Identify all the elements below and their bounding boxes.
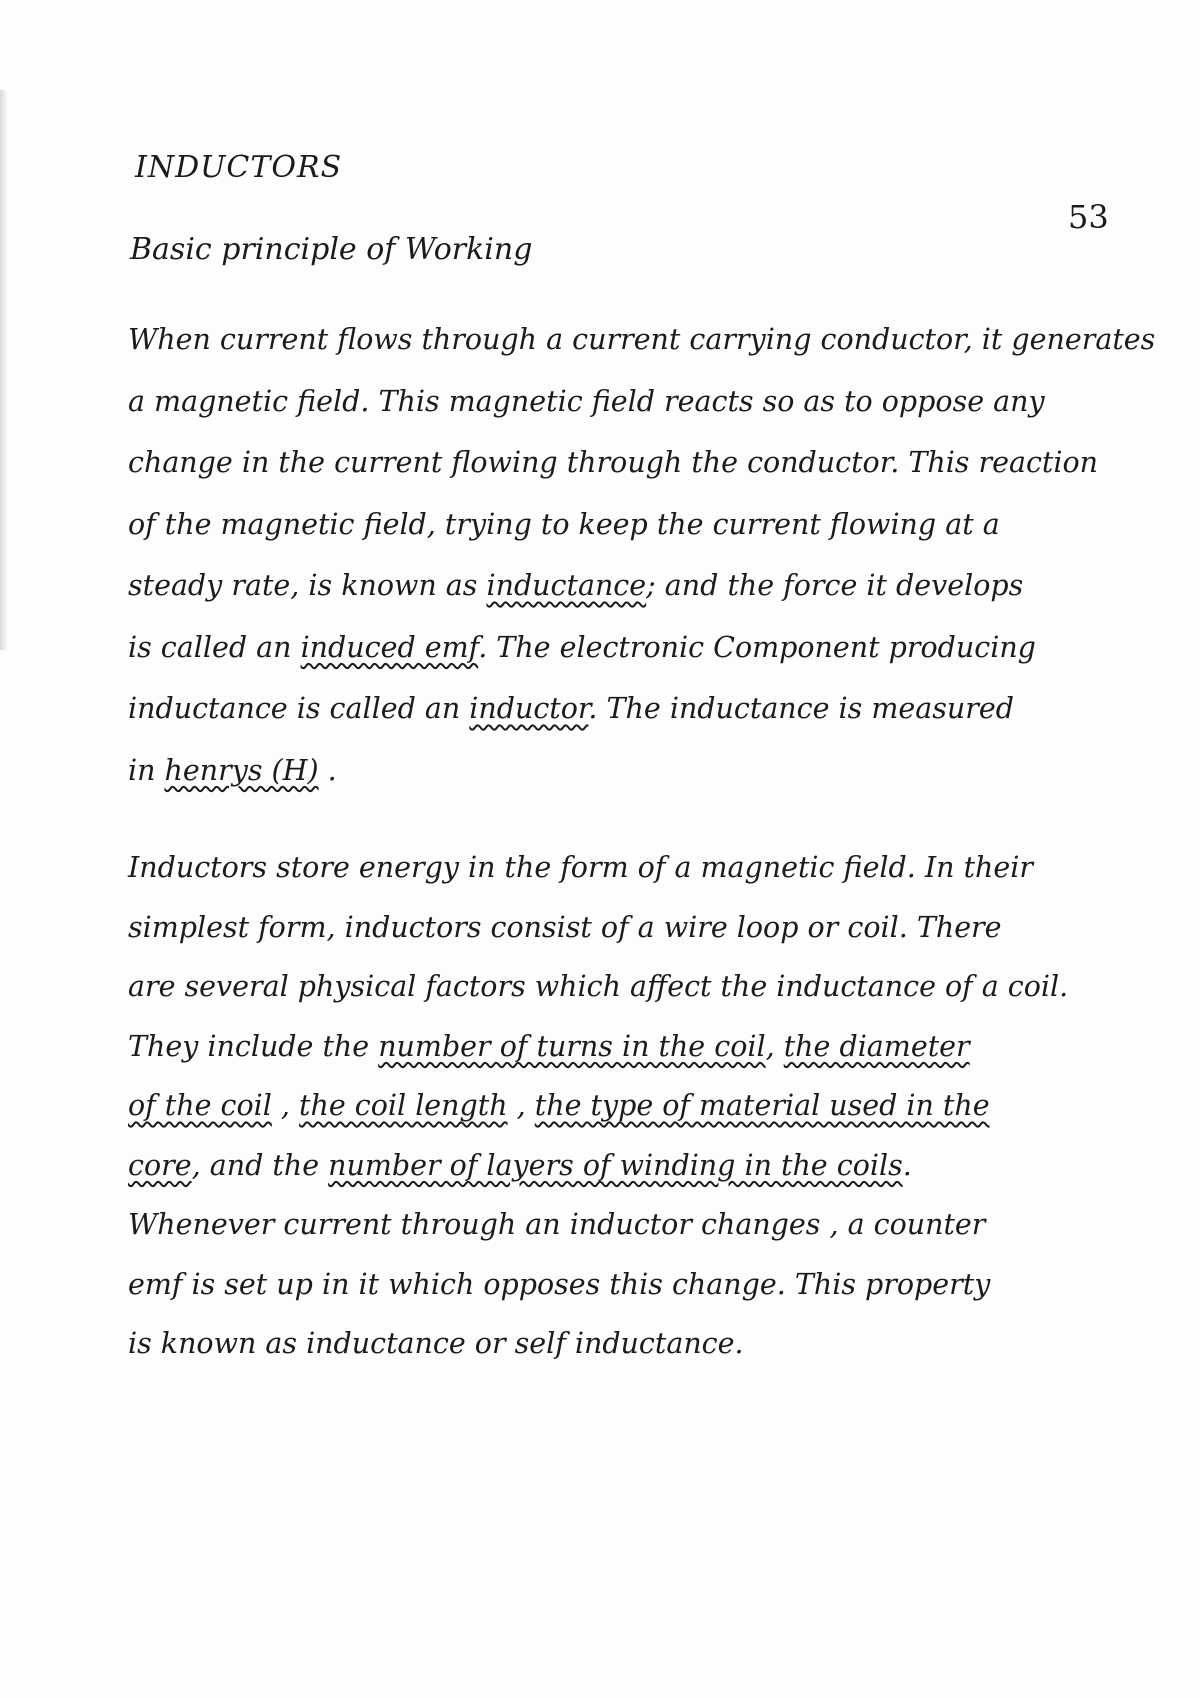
text-line	[128, 967, 1068, 1007]
text-line	[128, 443, 1098, 483]
text-segment: .	[318, 753, 337, 787]
text-segment: . The inductance is measured	[588, 692, 1014, 725]
page-number: 53	[1068, 198, 1109, 236]
text-segment: ,	[765, 1029, 784, 1063]
text-segment: ,	[271, 1089, 300, 1122]
underlined-term: inductor	[469, 692, 589, 725]
underlined-term: number of layers of winding in the coils	[328, 1148, 903, 1182]
page-heading: INDUCTORS	[135, 150, 343, 185]
text-line	[128, 382, 1045, 422]
text-line	[128, 1324, 744, 1364]
text-line	[128, 320, 1155, 360]
text-segment: simplest form, inductors consist of a wire loop or coil. There	[128, 910, 1002, 944]
text-line	[128, 848, 1033, 888]
text-segment: a magnetic field. This magnetic field reacts so as to oppose any	[128, 384, 1045, 418]
underlined-term: henrys (H)	[164, 753, 319, 787]
text-line	[128, 1146, 912, 1186]
underlined-term: the type of material used in the	[534, 1089, 990, 1122]
text-segment: Whenever current through an inductor changes , a counter	[128, 1208, 986, 1241]
text-line	[128, 1086, 990, 1126]
underlined-term: number of turns in the coil	[378, 1029, 766, 1063]
text-line	[128, 1205, 985, 1245]
text-line	[128, 751, 337, 791]
text-line	[128, 628, 1036, 668]
text-segment: is called an	[128, 630, 301, 664]
text-segment: are several physical factors which affect the inductance of a coil.	[128, 970, 1069, 1003]
text-line	[128, 1027, 970, 1067]
section-subheading: Basic principle of Working	[130, 232, 533, 267]
text-segment: in	[128, 753, 165, 787]
text-segment: .	[902, 1148, 912, 1182]
underlined-term: the coil length	[299, 1089, 508, 1122]
text-segment: ; and the force it develops	[646, 569, 1024, 602]
text-segment: change in the current flowing through the conductor. This reaction	[128, 446, 1099, 479]
text-line	[128, 689, 1014, 729]
page-edge-shadow	[0, 90, 8, 650]
text-segment: Inductors store energy in the form of a magnetic field. In their	[128, 851, 1034, 884]
underlined-term: the diameter	[783, 1029, 970, 1063]
text-segment: is known as inductance or self inductance.	[128, 1327, 744, 1360]
text-line	[128, 1265, 990, 1305]
underlined-term: induced emf	[300, 630, 479, 664]
text-line	[128, 505, 1000, 545]
text-segment: , and the	[191, 1148, 329, 1182]
text-segment: inductance is called an	[128, 692, 470, 725]
text-line	[128, 908, 1002, 948]
text-segment: When current flows through a current carrying conductor, it generates	[128, 323, 1156, 356]
text-segment: . The electronic Component producing	[478, 630, 1036, 664]
text-segment: They include the	[128, 1029, 379, 1063]
text-segment: steady rate, is known as	[128, 569, 487, 602]
text-line	[128, 566, 1023, 606]
underlined-term: core	[128, 1148, 192, 1182]
text-segment: ,	[507, 1089, 535, 1122]
text-segment: of the magnetic field, trying to keep the current flowing at a	[128, 507, 1000, 541]
text-segment: emf is set up in it which opposes this change. This property	[128, 1267, 991, 1301]
underlined-term: of the coil	[128, 1089, 272, 1122]
underlined-term: inductance	[486, 569, 647, 602]
